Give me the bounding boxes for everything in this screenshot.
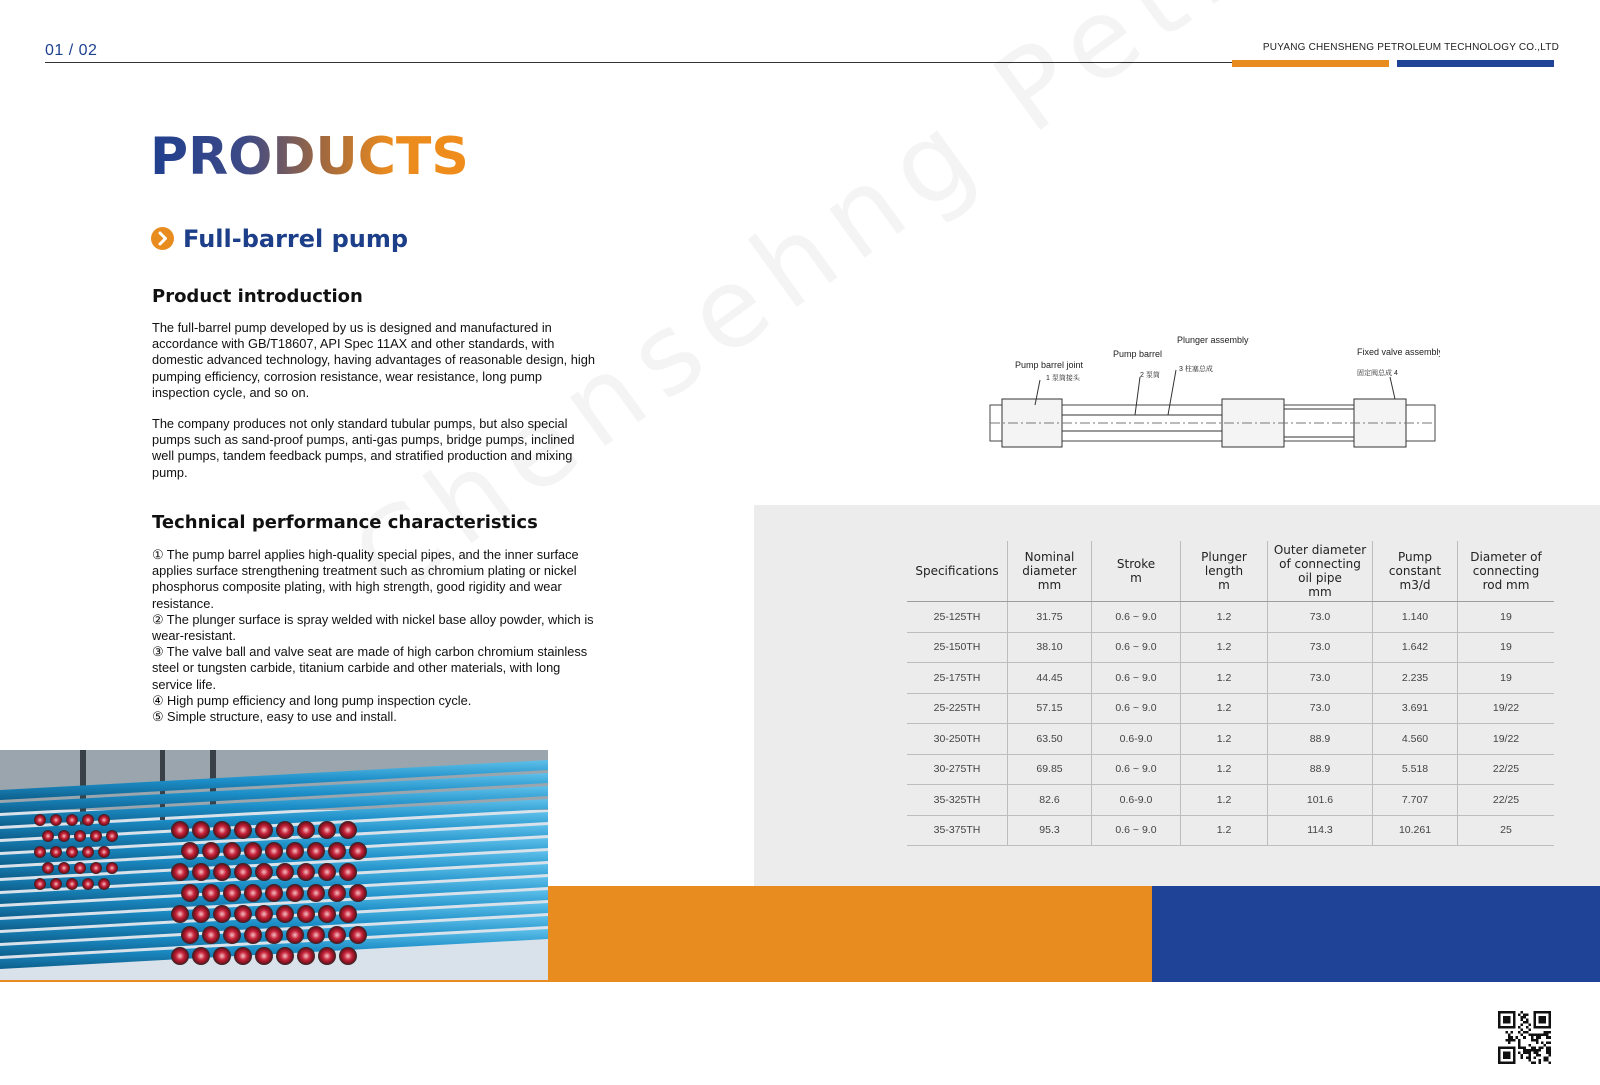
pipe-end (328, 926, 346, 944)
pipe-end (82, 814, 94, 826)
pipe-end (82, 846, 94, 858)
table-cell: 88.9 (1268, 724, 1373, 755)
header-line: length (1204, 564, 1244, 578)
pipe-end (192, 863, 210, 881)
pipe-end (223, 926, 241, 944)
header-line: oil pipe (1298, 571, 1342, 585)
table-cell: 22/25 (1458, 754, 1555, 785)
pipe-end (328, 842, 346, 860)
table-cell: 0.6 ~ 9.0 (1092, 632, 1181, 663)
pipe-end (192, 947, 210, 965)
pipe-end (42, 862, 54, 874)
pipe-end (181, 926, 199, 944)
table-row (907, 785, 1554, 816)
pipe-end (42, 830, 54, 842)
pipe-end (307, 884, 325, 902)
pipe-end (66, 878, 78, 890)
pipe-end (328, 884, 346, 902)
table-cell: 25-150TH (907, 632, 1008, 663)
pipe-end (255, 821, 273, 839)
intro-paragraph-1: The full-barrel pump developed by us is designed and manufactured in accordance with GB/T18607, API Spec 11AX and other standards, with domestic advanced technology, having advantages of reasonable design, high pumping efficiency, corrosion resistance, wear resistance, long pump inspection cycle, and so on. (152, 320, 595, 400)
table-cell: 1.2 (1181, 632, 1268, 663)
table-header-cell (1458, 541, 1555, 602)
pipe-end (255, 947, 273, 965)
table-cell: 1.2 (1181, 602, 1268, 633)
label-cn-barrel: 2 泵筒 (1140, 372, 1160, 379)
pipe-end (202, 842, 220, 860)
pipe-end (297, 905, 315, 923)
pipe-end (171, 821, 189, 839)
table-cell: 57.15 (1008, 693, 1092, 724)
table-cell: 114.3 (1268, 815, 1373, 846)
table-cell: 25 (1458, 815, 1555, 846)
pipe-end (276, 947, 294, 965)
header-line: m3/d (1399, 578, 1431, 592)
pipe-end (276, 821, 294, 839)
header-line: m (1218, 578, 1230, 592)
table-cell: 1.2 (1181, 724, 1268, 755)
pipe-end (234, 863, 252, 881)
header-line: Plunger (1201, 550, 1247, 564)
pipe-end (265, 884, 283, 902)
table-cell: 19/22 (1458, 724, 1555, 755)
pipe-end (34, 878, 46, 890)
section-title: Full-barrel pump (183, 225, 409, 253)
table-cell: 25-125TH (907, 602, 1008, 633)
header-line: Stroke (1116, 557, 1156, 571)
table-cell: 0.6 ~ 9.0 (1092, 602, 1181, 633)
header-rule (45, 62, 1233, 63)
table-cell: 19 (1458, 602, 1555, 633)
label-cn-plunger: 3 柱塞总成 (1179, 366, 1213, 373)
pipe-end (74, 862, 86, 874)
table-cell: 0.6 ~ 9.0 (1092, 754, 1181, 785)
table-row (907, 663, 1554, 694)
header-line: diameter (1022, 564, 1077, 578)
chevron-right-icon (151, 227, 174, 250)
label-fixed-valve: Fixed valve assembly (1357, 347, 1440, 357)
header-line: Diameter of (1470, 550, 1542, 564)
header-line: rod mm (1482, 578, 1530, 592)
pipe-end (244, 842, 262, 860)
pipe-end (66, 846, 78, 858)
header-line: m (1130, 571, 1142, 585)
pipe-end (286, 842, 304, 860)
table-cell: 1.140 (1373, 602, 1458, 633)
header-line: mm (1308, 585, 1332, 599)
table-header-cell (1373, 541, 1458, 602)
pipe-end (244, 926, 262, 944)
pipe-end (74, 830, 86, 842)
table-cell: 73.0 (1268, 693, 1373, 724)
table-cell: 35-325TH (907, 785, 1008, 816)
header-line: mm (1037, 578, 1062, 592)
pipe-end (98, 878, 110, 890)
intro-paragraph-2: The company produces not only standard tubular pumps, but also special pumps such as sand-proof pumps, anti-gas pumps, bridge pumps, inclined well pumps, tandem feedback pumps, and stratified production and mixing pump. (152, 416, 575, 480)
product-photo (0, 750, 548, 980)
pipe-end (234, 947, 252, 965)
table-cell: 82.6 (1008, 785, 1092, 816)
pipe-end (106, 862, 118, 874)
header-line: constant (1388, 564, 1442, 578)
table-row (907, 632, 1554, 663)
pipe-end (297, 947, 315, 965)
table-cell: 19 (1458, 632, 1555, 663)
tech-heading: Technical performance characteristics (152, 512, 538, 533)
header-line: Nominal (1024, 550, 1075, 564)
table-cell: 63.50 (1008, 724, 1092, 755)
footer-blue-band (1152, 886, 1600, 982)
pipe-end (50, 814, 62, 826)
pipe-end (213, 821, 231, 839)
pipe-end (297, 863, 315, 881)
table-cell: 10.261 (1373, 815, 1458, 846)
table-cell: 19/22 (1458, 693, 1555, 724)
pipe-end (234, 821, 252, 839)
table-row (907, 724, 1554, 755)
table-cell: 35-375TH (907, 815, 1008, 846)
pipe-end (339, 947, 357, 965)
pipe-end (98, 814, 110, 826)
table-cell: 3.691 (1373, 693, 1458, 724)
table-row (907, 693, 1554, 724)
table-cell: 25-175TH (907, 663, 1008, 694)
pipe-end (318, 905, 336, 923)
pipe-end (66, 814, 78, 826)
table-cell: 73.0 (1268, 632, 1373, 663)
pipe-end (90, 862, 102, 874)
pipe-end (255, 863, 273, 881)
pipe-end (50, 878, 62, 890)
table-cell: 0.6 ~ 9.0 (1092, 815, 1181, 846)
table-header-cell (907, 541, 1008, 602)
pipe-end (90, 830, 102, 842)
pipe-end (171, 905, 189, 923)
pipe-end (286, 884, 304, 902)
header-line: Specifications (915, 564, 999, 578)
pipe-end (181, 884, 199, 902)
pipe-end (171, 863, 189, 881)
table-cell: 38.10 (1008, 632, 1092, 663)
pipe-end (339, 905, 357, 923)
header-blue-bar (1397, 60, 1554, 67)
table-row (907, 602, 1554, 633)
company-name: PUYANG CHENSHENG PETROLEUM TECHNOLOGY CO.,LTD (1262, 42, 1559, 53)
table-cell: 30-250TH (907, 724, 1008, 755)
table-cell: 95.3 (1008, 815, 1092, 846)
pipe-end (349, 842, 367, 860)
pipe-end (202, 884, 220, 902)
table-cell: 44.45 (1008, 663, 1092, 694)
pipe-end (318, 863, 336, 881)
pipe-end (58, 862, 70, 874)
pipe-end (106, 830, 118, 842)
table-row (907, 815, 1554, 846)
table-cell: 1.2 (1181, 693, 1268, 724)
table-cell: 1.2 (1181, 815, 1268, 846)
table-cell: 5.518 (1373, 754, 1458, 785)
spec-table (907, 541, 1554, 846)
pipe-end (213, 905, 231, 923)
header-line: of connecting (1279, 557, 1361, 571)
tech-item: ⑤ Simple structure, easy to use and install. (152, 709, 397, 725)
table-cell: 30-275TH (907, 754, 1008, 785)
table-cell: 31.75 (1008, 602, 1092, 633)
table-cell: 0.6-9.0 (1092, 724, 1181, 755)
pipe-end (297, 821, 315, 839)
page-number: 01 / 02 (45, 42, 98, 59)
table-cell: 1.2 (1181, 754, 1268, 785)
table-cell: 4.560 (1373, 724, 1458, 755)
table-cell: 73.0 (1268, 602, 1373, 633)
tech-item: ④ High pump efficiency and long pump inspection cycle. (152, 692, 472, 708)
pipe-end (98, 846, 110, 858)
pipe-end (349, 926, 367, 944)
table-cell: 101.6 (1268, 785, 1373, 816)
pipe-end (223, 884, 241, 902)
table-cell: 0.6 ~ 9.0 (1092, 663, 1181, 694)
label-cn-joint: 1 泵筒接头 (1046, 375, 1080, 382)
table-body (907, 602, 1554, 846)
intro-heading: Product introduction (152, 286, 363, 307)
pipe-end (276, 905, 294, 923)
pipe-end (339, 821, 357, 839)
table-header-row (907, 541, 1554, 602)
table-header-cell (1181, 541, 1268, 602)
pipe-end (265, 926, 283, 944)
label-pump-barrel-joint: Pump barrel joint (1015, 360, 1084, 370)
label-pump-barrel: Pump barrel (1113, 349, 1163, 359)
pipe-end (286, 926, 304, 944)
pipe-end (255, 905, 273, 923)
table-header-cell (1268, 541, 1373, 602)
pipe-end (82, 878, 94, 890)
header-orange-bar (1232, 60, 1389, 67)
pipe-end (213, 863, 231, 881)
table-header-cell (1092, 541, 1181, 602)
pipe-end (50, 846, 62, 858)
table-cell: 1.642 (1373, 632, 1458, 663)
pipe-end (307, 842, 325, 860)
qr-code (1498, 1011, 1551, 1064)
table-row (907, 754, 1554, 785)
pipe-end (58, 830, 70, 842)
label-cn-fixed: 固定阀总成 4 (1357, 370, 1398, 377)
page-title: PRODUCTS (150, 127, 469, 187)
pipe-end (202, 926, 220, 944)
table-cell: 7.707 (1373, 785, 1458, 816)
table-cell: 1.2 (1181, 663, 1268, 694)
pipe-end (181, 842, 199, 860)
pipe-end (307, 926, 325, 944)
header-line: connecting (1472, 564, 1540, 578)
pipe-end (171, 947, 189, 965)
pipe-end (349, 884, 367, 902)
table-header-cell (1008, 541, 1092, 602)
pipe-end (265, 842, 283, 860)
pipe-end (244, 884, 262, 902)
pump-diagram (980, 335, 1440, 470)
pipe-end (276, 863, 294, 881)
tech-item: ③ The valve ball and valve seat are made of high carbon chromium stainless steel or tungsten carbide, titanium carbide and other materials, with long service life. (152, 644, 588, 692)
pipe-end (234, 905, 252, 923)
header-line: Outer diameter (1273, 543, 1367, 557)
pipe-end (318, 821, 336, 839)
header-line: Pump (1398, 550, 1432, 564)
pipe-end (192, 821, 210, 839)
table-cell: 88.9 (1268, 754, 1373, 785)
tech-list (152, 547, 602, 725)
pipe-end (192, 905, 210, 923)
label-plunger-assembly: Plunger assembly (1177, 335, 1249, 345)
table-cell: 69.85 (1008, 754, 1092, 785)
table-cell: 19 (1458, 663, 1555, 694)
table-cell: 25-225TH (907, 693, 1008, 724)
tech-item: ② The plunger surface is spray welded with nickel base alloy powder, which is wear-resistant. (152, 611, 594, 644)
table-cell: 0.6 ~ 9.0 (1092, 693, 1181, 724)
pipe-end (213, 947, 231, 965)
pipe-end (34, 814, 46, 826)
pipe-end (223, 842, 241, 860)
pipe-end (318, 947, 336, 965)
table-cell: 1.2 (1181, 785, 1268, 816)
table-cell: 22/25 (1458, 785, 1555, 816)
pipe-end (34, 846, 46, 858)
table-cell: 0.6-9.0 (1092, 785, 1181, 816)
table-cell: 73.0 (1268, 663, 1373, 694)
table-cell: 2.235 (1373, 663, 1458, 694)
tech-item: ① The pump barrel applies high-quality special pipes, and the inner surface applies surface strengthening treatment such as chromium plating or nickel phosphorus composite plating, with high strength, good rigidity and wear resistance. (152, 547, 579, 611)
pipe-end (339, 863, 357, 881)
